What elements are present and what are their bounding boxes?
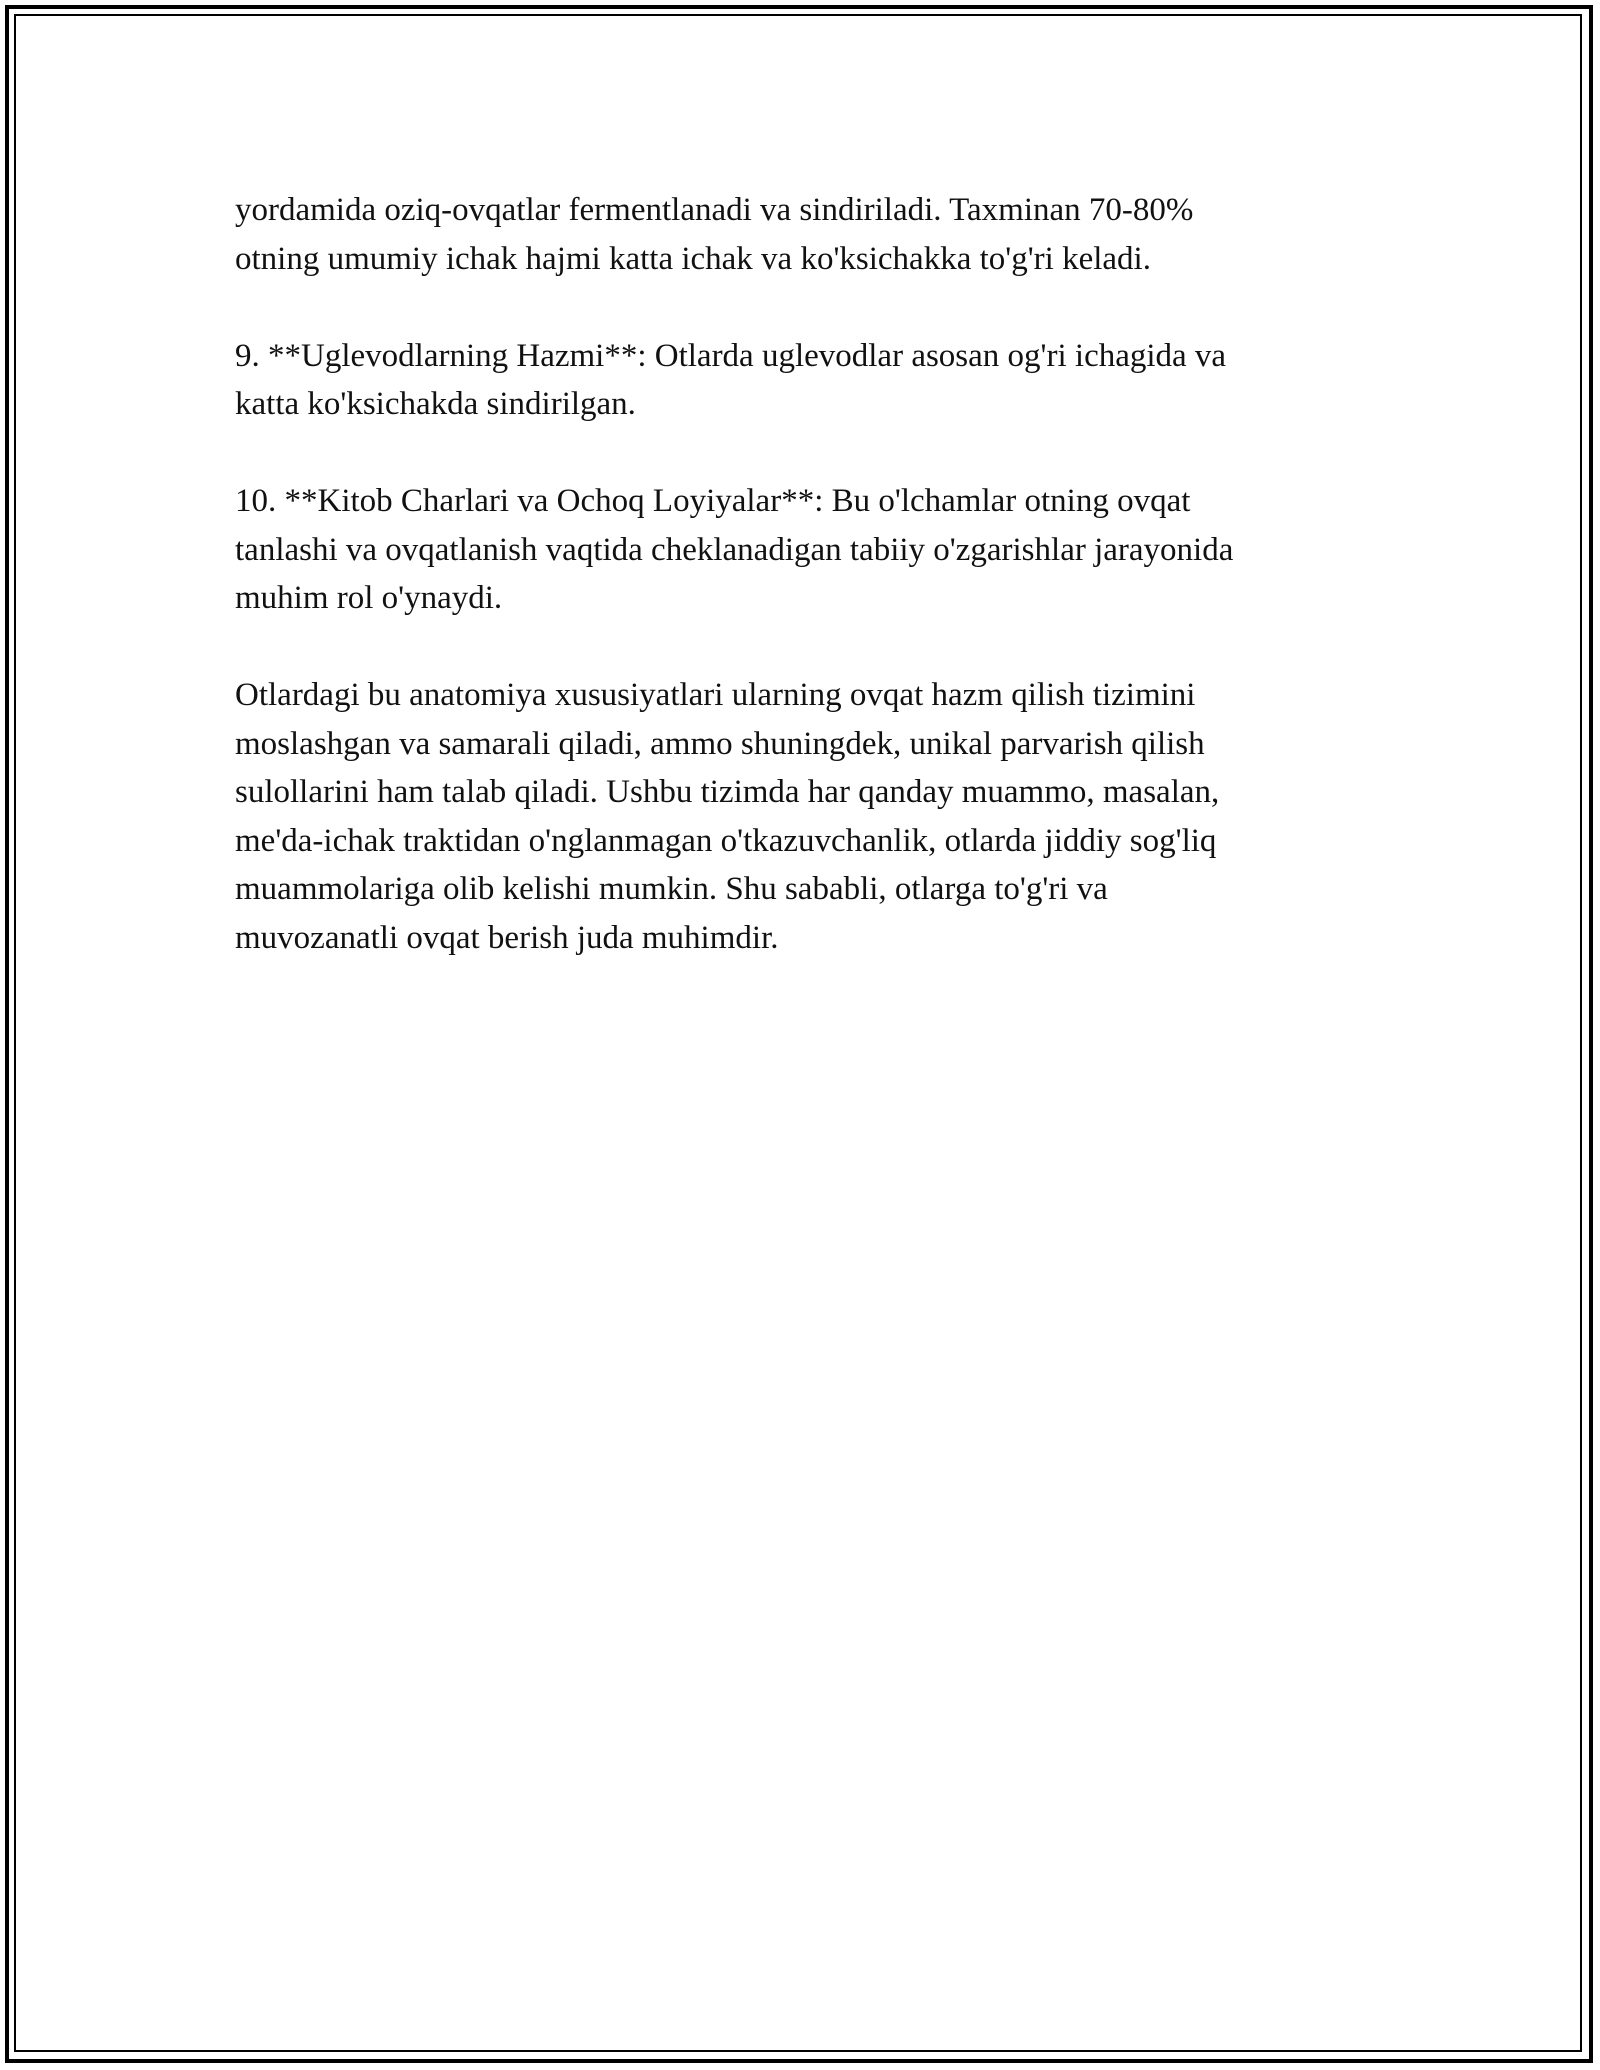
text-line: Otlardagi bu anatomiya xususiyatlari ularning ovqat hazm qilish tizimini [235, 677, 1196, 713]
text-line: yordamida oziq-ovqatlar fermentlanadi va sindiriladi. Taxminan 70-80% [235, 192, 1194, 228]
text-line: muammolariga olib kelishi mumkin. Shu sababli, otlarga to'g'ri va [235, 871, 1108, 907]
document-body [235, 186, 1365, 1011]
text-line: 10. **Kitob Charlari va Ochoq Loyiyalar**: Bu o'lchamlar otning ovqat [235, 483, 1191, 519]
text-line: otning umumiy ichak hajmi katta ichak va ko'ksichakka to'g'ri keladi. [235, 240, 1151, 277]
text-line: tanlashi va ovqatlanish vaqtida cheklanadigan tabiiy o'zgarishlar jarayonida [235, 531, 1234, 568]
text-line: katta ko'ksichakda sindirilgan. [235, 386, 636, 422]
paragraph-conclusion [235, 671, 1365, 962]
text-line: sulollarini ham talab qiladi. Ushbu tizimda har qanday muammo, masalan, [235, 774, 1220, 810]
text-line: moslashgan va samarali qiladi, ammo shuningdek, unikal parvarish qilish [235, 725, 1205, 762]
text-line: 9. **Uglevodlarning Hazmi**: Otlarda uglevodlar asosan og'ri ichagida va [235, 337, 1227, 374]
text-line: me'da-ichak traktidan o'nglanmagan o'tkazuvchanlik, otlarda jiddiy sog'liq [235, 822, 1217, 859]
text-line: muvozanatli ovqat berish juda muhimdir. [235, 919, 779, 956]
paragraph-item-9 [235, 332, 1365, 429]
paragraph-item-10 [235, 477, 1365, 623]
text-line: muhim rol o'ynaydi. [235, 580, 503, 616]
paragraph-continuation [235, 186, 1365, 283]
